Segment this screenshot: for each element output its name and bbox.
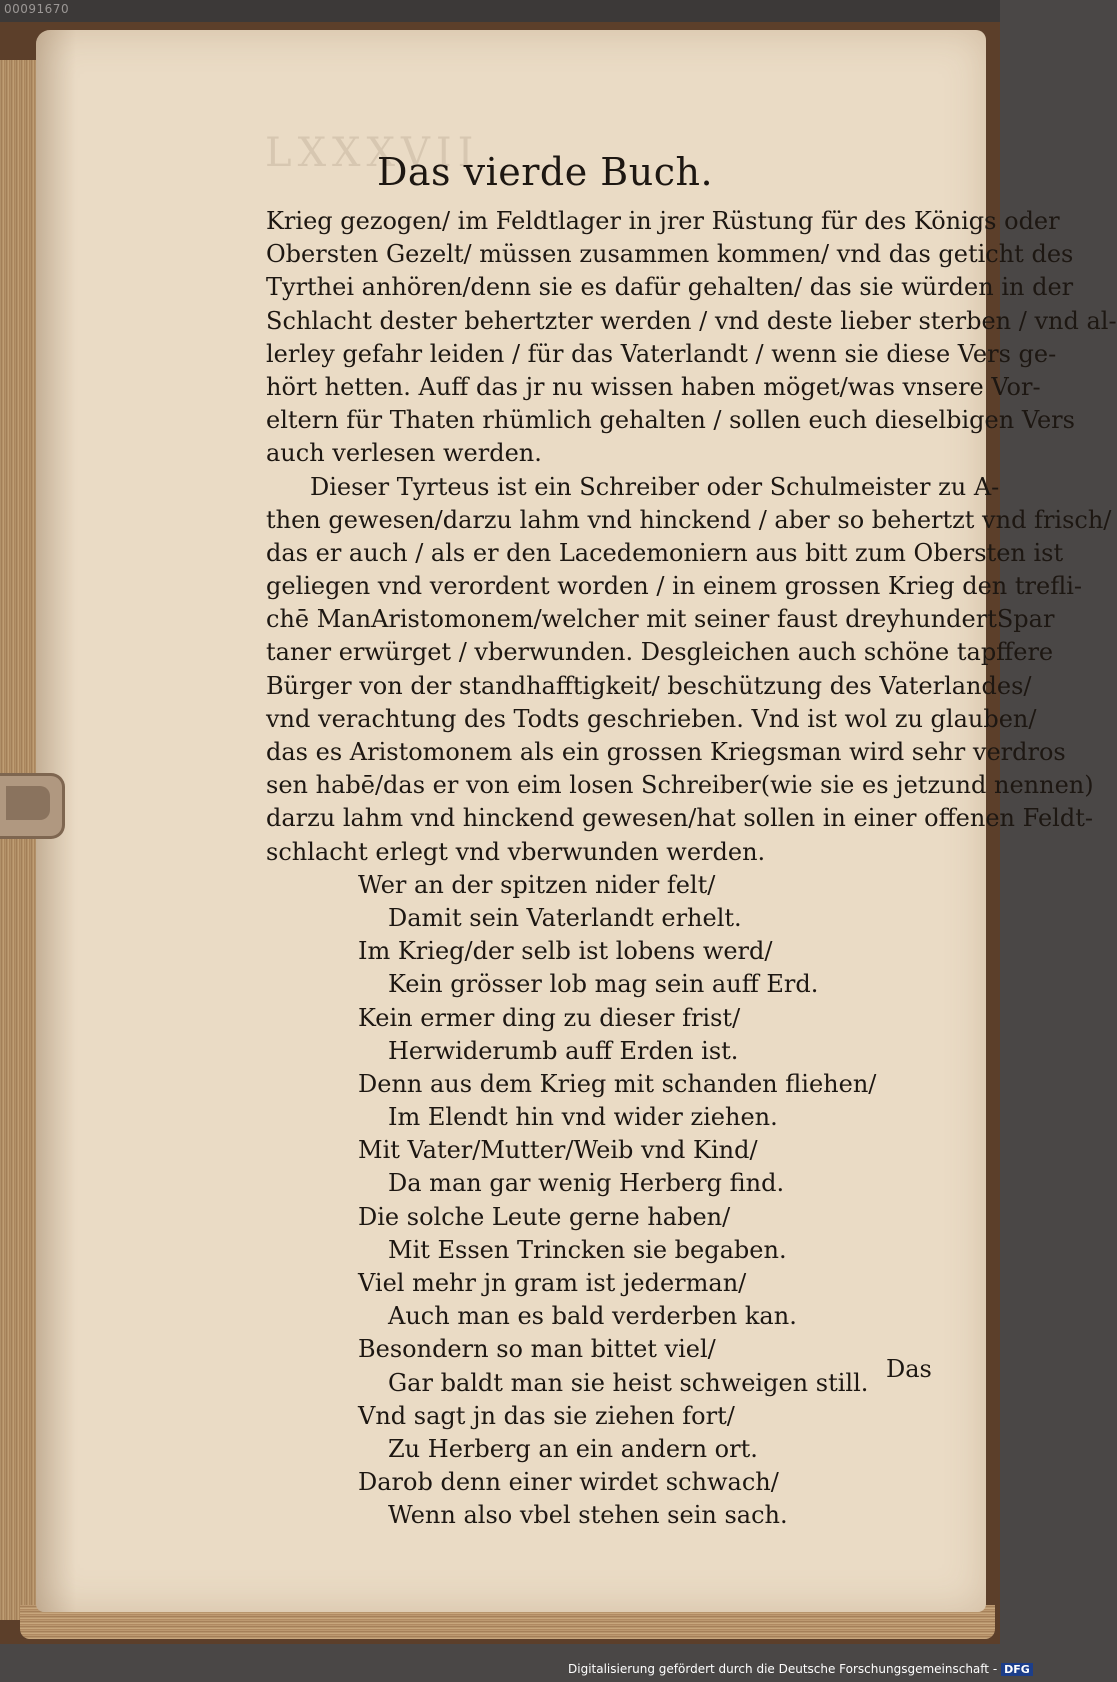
verse-line: Die solche Leute gerne haben/ — [358, 1202, 731, 1231]
verse-line: Mit Vater/Mutter/Weib vnd Kind/ — [358, 1136, 758, 1165]
verse-line: Mit Essen Trincken sie begaben. — [388, 1235, 787, 1264]
verse-line: Besondern so man bittet viel/ — [358, 1335, 716, 1364]
clasp-icon — [0, 773, 65, 839]
text-line: das er auch / als er den Lacedemoniern aus bitt zum Obersten ist — [266, 538, 1064, 567]
page-text — [266, 205, 1117, 1533]
text-line: geliegen vnd verordent worden / in einem grossen Krieg den trefli- — [266, 572, 1082, 601]
text-line: auch verlesen werden. — [266, 439, 542, 468]
text-line: schlacht erlegt vnd vberwunden werden. — [266, 837, 766, 866]
text-line: Tyrthei anhören/denn sie es dafür gehalten/ das sie würden in der — [266, 273, 1074, 302]
verse-line: Vnd sagt jn das sie ziehen fort/ — [358, 1401, 735, 1430]
verse-line: Gar baldt man sie heist schweigen still. — [388, 1368, 869, 1397]
verse-line: Darob denn einer wirdet schwach/ — [358, 1468, 779, 1497]
text-line: Schlacht dester behertzter werden / vnd deste lieber sterben / vnd al- — [266, 306, 1117, 335]
text-line: darzu lahm vnd hinckend gewesen/hat sollen in einer offenen Feldt- — [266, 804, 1093, 833]
archive-id: 00091670 — [4, 2, 70, 16]
verse-line: Da man gar wenig Herberg find. — [388, 1169, 785, 1198]
text-line: das es Aristomonem als ein grossen Kriegsman wird sehr verdros — [266, 738, 1066, 766]
text-line: taner erwürget / vberwunden. Desgleichen auch schöne tapffere — [266, 638, 1054, 667]
text-line: hört hetten. Auff das jr nu wissen haben möget/was vnsere Vor- — [266, 372, 1041, 401]
text-line: chē ManAristomonem/welcher mit seiner faust dreyhundertSpar — [266, 605, 1055, 634]
verse-line: Auch man es bald verderben kan. — [388, 1302, 797, 1331]
text-line: then gewesen/darzu lahm vnd hinckend / aber so behertzt vnd frisch/ — [266, 505, 1112, 534]
verse-line: Herwiderumb auff Erden ist. — [388, 1036, 739, 1065]
paragraph-tyrteus — [266, 471, 1112, 869]
page-edges-left — [0, 60, 38, 1620]
verse-line: Wenn also vbel stehen sein sach. — [388, 1501, 788, 1530]
text-line: Krieg gezogen/ im Feldtlager in jrer Rüstung für des Königs oder — [266, 207, 1060, 235]
verse-line: Kein ermer ding zu dieser frist/ — [358, 1003, 741, 1032]
verse-line: Im Elendt hin vnd wider ziehen. — [388, 1103, 778, 1132]
verse-line: Denn aus dem Krieg mit schanden fliehen/ — [358, 1069, 877, 1098]
text-line: Obersten Gezelt/ müssen zusammen kommen/ vnd das geticht des — [266, 240, 1074, 269]
verse-line: Im Krieg/der selb ist lobens werd/ — [358, 937, 773, 966]
text-line: Bürger von der standhafftigkeit/ beschützung des Vaterlandes/ — [266, 671, 1032, 700]
bleed-through-text: LXXXVII — [265, 130, 480, 176]
verse-line: Zu Herberg an ein andern ort. — [388, 1434, 758, 1463]
verse-line: Wer an der spitzen nider felt/ — [358, 870, 716, 899]
verse-block — [266, 869, 936, 1533]
clasp-inner — [6, 786, 50, 820]
footer-credit — [568, 1662, 1033, 1676]
text-line: lerley gefahr leiden / für das Vaterlandt / wenn sie diese Vers ge- — [266, 339, 1057, 368]
dfg-logo: DFG — [1001, 1663, 1033, 1676]
verse-line: Kein grösser lob mag sein auff Erd. — [388, 970, 819, 999]
text-line: sen habē/das er von eim losen Schreiber(wie sie es jetzund nennen) — [266, 771, 1094, 800]
footer-text: Digitalisierung gefördert durch die Deutsche Forschungsgemeinschaft - — [568, 1662, 998, 1676]
verse-line: Viel mehr jn gram ist jederman/ — [358, 1269, 747, 1297]
prose-block — [266, 205, 1117, 471]
verse-line: Damit sein Vaterlandt erhelt. — [388, 903, 742, 932]
catchword: Das — [886, 1355, 932, 1383]
text-line: eltern für Thaten rhümlich gehalten / sollen euch dieselbigen Vers — [266, 406, 1075, 435]
text-line: vnd verachtung des Todts geschrieben. Vnd ist wol zu glauben/ — [266, 704, 1037, 733]
running-header: Das vierde Buch. — [376, 150, 714, 194]
text-line: Dieser Tyrteus ist ein Schreiber oder Schulmeister zu A- — [310, 472, 1000, 501]
